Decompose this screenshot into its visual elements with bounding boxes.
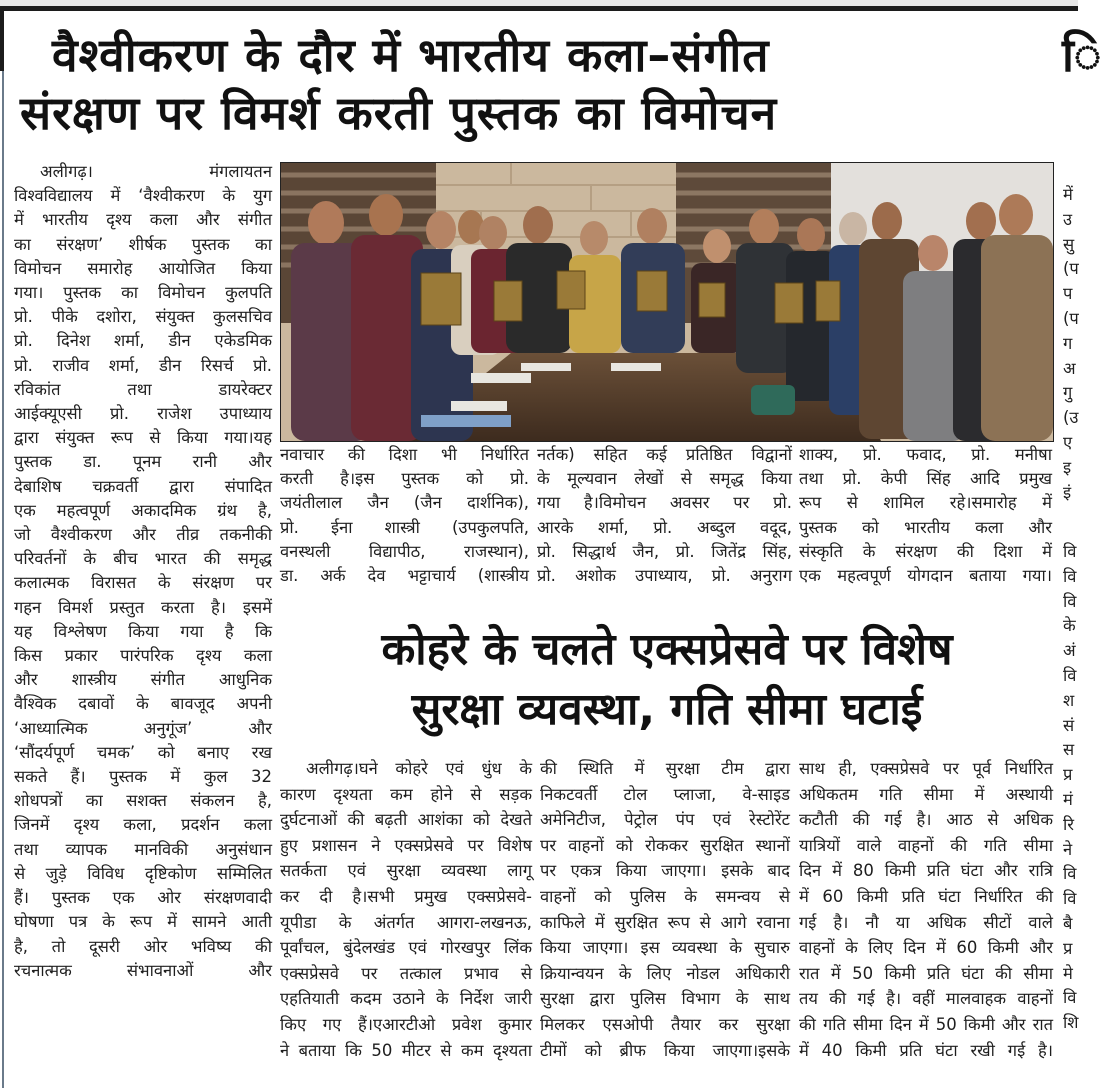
text-line: हैं। पुस्तक एक ओर संरक्षणवादी: [14, 888, 272, 908]
article1-photo: [280, 162, 1054, 442]
text-line: सुरक्षा द्वारा पुलिस विभाग के साथ: [540, 989, 790, 1009]
text-line: दिन में 80 किमी प्रति घंटा और रात्रि: [799, 861, 1053, 881]
text-line: टीमों को ब्रीफ किया जाएगा।इसके: [540, 1040, 790, 1060]
text-line: जो वैश्वीकरण और तीव्र तकनीकी: [14, 525, 272, 545]
text-line: वाहनों को पुलिस के समन्वय से: [540, 886, 790, 906]
text-line: साथ ही, एक्सप्रेसवे पर पूर्व निर्धारित: [799, 759, 1053, 778]
text-line: संस्कृति के संरक्षण की दिशा में: [799, 541, 1052, 561]
text-line: दुर्घटनाओं की बढ़ती आशंका को देखते: [280, 810, 532, 830]
article1-headline-line: वैश्वीकरण के दौर में भारतीय कला–संगीत: [52, 28, 770, 82]
text-line: (प: [1063, 259, 1079, 279]
text-line: शाक्य, प्रो. फवाद, प्रो. मनीषा: [799, 445, 1052, 464]
text-line: प्रो. सिद्धार्थ जैन, प्रो. जितेंद्र सिंह,: [537, 541, 792, 561]
text-line: परिवर्तनों के बीच भारत की समृद्ध: [14, 549, 272, 569]
text-line: एक महत्वपूर्ण योगदान बताया गया।: [799, 566, 1052, 586]
text-line: वि: [1063, 566, 1077, 586]
text-line: का संरक्षण’ शीर्षक पुस्तक का: [14, 234, 272, 254]
text-line: काफिले में सुरक्षित रूप से आगे रवाना: [540, 912, 790, 932]
text-line: प: [1063, 284, 1073, 304]
text-line: से जुड़े विविध दृष्टिकोण सम्मिलित: [14, 863, 272, 883]
article2-column-2: [540, 756, 790, 1063]
text-line: के: [1063, 616, 1076, 636]
text-line: श: [1063, 690, 1075, 710]
text-line: गई है। नौ या अधिक सीटों वाले: [799, 912, 1053, 932]
text-line: पुस्तक डा. पूनम रानी और: [14, 452, 272, 472]
article2-headline-line: कोहरे के चलते एक्सप्रेसवे पर विशेष: [381, 624, 953, 675]
text-line: एहतियाती कदम उठाने के निर्देश जारी: [280, 989, 532, 1009]
text-line: नर्तक) सहित कई प्रतिष्ठित विद्वानों: [537, 445, 792, 464]
text-line: मं: [1063, 789, 1073, 809]
text-line: रूप से शामिल रहे।समारोह में: [799, 493, 1052, 513]
adjacent-headline-fragment: ि: [1062, 28, 1101, 82]
text-line: ए: [1063, 432, 1073, 452]
text-line: कलात्मक विरासत के संरक्षण पर: [14, 573, 272, 593]
text-line: वि: [1063, 988, 1077, 1008]
text-line: अमेनिटीज, पेट्रोल पंप एवं रेस्टोरेंट: [540, 810, 790, 830]
text-line: रविकांत तथा डायरेक्टर: [14, 379, 272, 399]
text-line: गु: [1063, 383, 1073, 403]
text-line: कर दी है।सभी प्रमुख एक्सप्रेसवे-: [280, 886, 532, 906]
article1-column-4: [799, 443, 1052, 588]
text-line: इं: [1063, 482, 1072, 502]
text-line: में 60 किमी प्रति घंटा निर्धारित की: [799, 886, 1053, 906]
text-line: निकटवर्ती टोल प्लाजा, वे-साइड: [540, 784, 790, 804]
text-line: करती है।इस पुस्तक को प्रो.: [280, 469, 529, 489]
text-line: एक्सप्रेसवे पर तत्काल प्रभाव से: [280, 963, 532, 983]
text-line: सु: [1063, 234, 1075, 254]
text-line: ‘सौंदर्यपूर्ण चमक’ को बनाए रख: [14, 742, 272, 762]
text-line: (प: [1063, 308, 1079, 328]
text-line: पुस्तक को भारतीय कला और: [799, 517, 1052, 537]
text-line: प्र: [1063, 938, 1073, 958]
text-line: पूर्वांचल, बुंदेलखंड एवं गोरखपुर लिंक: [280, 938, 532, 958]
text-line: किस प्रकार पारंपरिक दृश्य कला: [14, 646, 272, 666]
text-line: घोषणा पत्र के रूप में सामने आती: [14, 912, 272, 932]
text-line: कटौती की गई है। आठ से अधिक: [799, 810, 1053, 830]
text-line: तय की गई है। वहीं मालवाहक वाहनों: [799, 989, 1053, 1009]
text-line: वाहनों के लिए दिन में 60 किमी और: [799, 938, 1053, 958]
left-rule: [0, 11, 4, 71]
text-line: क्रियान्वयन के लिए नोडल अधिकारी: [540, 963, 790, 983]
text-line: यात्रियों वाले वाहनों की गति सीमा: [799, 835, 1053, 855]
text-line: आईक्यूएसी प्रो. राजेश उपाध्याय: [14, 404, 272, 424]
text-line: सं: [1063, 715, 1075, 735]
article1-headline: [20, 26, 1040, 142]
text-line: प्रो. राजीव शर्मा, डीन रिसर्च प्रो.: [14, 355, 272, 375]
text-line: विश्वविद्यालय में ‘वैश्वीकरण के युग: [14, 186, 272, 206]
text-line: में 40 किमी प्रति घंटा रखी गई है।: [799, 1040, 1053, 1060]
text-line: यूपीडा के अंतर्गत आगरा-लखनऊ,: [280, 912, 532, 932]
text-line: प्रो. अशोक उपाध्याय, प्रो. अनुराग: [537, 566, 792, 586]
left-column-border: [2, 71, 4, 1088]
text-line: इ: [1063, 457, 1072, 477]
text-line: किया जाएगा। इस व्यवस्था के सुचारु: [540, 938, 790, 958]
text-line: देबाशिष चक्रवर्ती द्वारा संपादित: [14, 476, 272, 496]
text-line: पर वाहनों को रोककर सुरक्षित स्थानों: [540, 835, 790, 855]
text-line: ने: [1063, 839, 1073, 859]
text-line: वैश्विक दबावों के बावजूद अपनी: [14, 694, 272, 714]
text-line: वि: [1063, 591, 1077, 611]
text-line: तथा व्यापक मानविकी अनुसंधान: [14, 839, 272, 859]
article2-headline-line: सुरक्षा व्यवस्था, गति सीमा घटाई: [411, 684, 923, 735]
text-line: शोधपत्रों का सशक्त संकलन है,: [14, 791, 272, 811]
text-line: में भारतीय दृश्य कला और संगीत: [14, 210, 272, 230]
article2-column-1: [280, 756, 532, 1063]
text-line: जिनमें दृश्य कला, प्रदर्शन कला: [14, 815, 272, 835]
text-line: तथा प्रो. केपी सिंह आदि प्रमुख: [799, 469, 1052, 489]
text-line: प्रो. दिनेश शर्मा, डीन एकेडमिक: [14, 331, 272, 351]
text-line: प्रो. पीके दशोरा, संयुक्त कुलसचिव: [14, 307, 272, 327]
group-photo-book-release-icon: [281, 163, 1053, 441]
text-line: की स्थिति में सुरक्षा टीम द्वारा: [540, 759, 790, 778]
text-line: की गति सीमा दिन में 50 किमी और रात: [799, 1014, 1053, 1034]
text-line: जयंतीलाल जैन (जैन दार्शनिक),: [280, 493, 529, 513]
article1-headline-line: संरक्षण पर विमर्श करती पुस्तक का विमोचन: [20, 86, 778, 140]
text-line: ग: [1063, 333, 1073, 353]
text-line: शि: [1063, 1013, 1079, 1033]
text-line: वि: [1063, 665, 1077, 685]
text-line: नवाचार की दिशा भी निर्धारित: [280, 445, 529, 464]
text-line: है, तो दूसरी ओर भविष्य की: [14, 936, 272, 956]
text-line: कारण दृश्यता कम होने से सड़क: [280, 784, 532, 804]
text-line: रचनात्मक संभावनाओं और: [14, 960, 272, 980]
text-line: स: [1063, 740, 1075, 760]
text-line: मे: [1063, 963, 1073, 983]
text-line: अ: [1063, 358, 1076, 378]
text-line: वि: [1063, 542, 1077, 561]
text-line: गया है।विमोचन अवसर पर प्रो.: [537, 493, 792, 513]
article1-column-1: [14, 160, 272, 983]
text-line: वनस्थली विद्यापीठ, राजस्थान),: [280, 541, 529, 561]
text-line: (उ: [1063, 408, 1079, 428]
text-line: यह विश्लेषण किया गया है कि: [14, 621, 272, 641]
text-line: गहन विमर्श प्रस्तुत करता है। इसमें: [14, 597, 272, 617]
text-line: प्रो. ईना शास्त्री (उपकुलपति,: [280, 517, 529, 537]
text-line: आरके शर्मा, प्रो. अब्दुल वदूद,: [537, 517, 792, 537]
text-line: एक महत्वपूर्ण अकादमिक ग्रंथ है,: [14, 500, 272, 520]
text-line: पर एकत्र किया जाएगा। इसके बाद: [540, 861, 790, 881]
top-rule: [0, 6, 1078, 11]
text-line: बै: [1063, 913, 1073, 933]
text-line: वि: [1063, 864, 1077, 884]
text-line: विमोचन समारोह आयोजित किया: [14, 258, 272, 278]
text-line: अधिकतम गति सीमा में अस्थायी: [799, 784, 1053, 804]
text-line: अं: [1063, 641, 1076, 661]
text-line: डा. अर्क देव भट्टाचार्य (शास्त्रीय: [280, 566, 529, 586]
text-line: ‘आध्यात्मिक अनुगूंज’ और: [14, 718, 272, 738]
text-line: सकते हैं। पुस्तक में कुल 32: [14, 767, 272, 787]
article2-column-3: [799, 756, 1053, 1063]
text-line: गया। पुस्तक का विमोचन कुलपति: [14, 283, 272, 303]
text-line: किए गए हैं।एआरटीओ प्रवेश कुमार: [280, 1014, 532, 1034]
text-line: रात में 50 किमी प्रति घंटा की सीमा: [799, 963, 1053, 983]
text-line: और शास्त्रीय संगीत आधुनिक: [14, 670, 272, 690]
article1-column-3: [537, 443, 792, 588]
text-line: अलीगढ़। मंगलायतन: [40, 162, 272, 181]
text-line: अलीगढ़।घने कोहरे एवं धुंध के: [306, 759, 532, 778]
text-line: रि: [1063, 814, 1075, 834]
text-line: हुए प्रशासन ने एक्सप्रेसवे पर विशेष: [280, 835, 532, 855]
text-line: के मूल्यवान लेखों से समृद्ध किया: [537, 469, 792, 489]
adjacent-column-fragment-bottom: [1063, 540, 1078, 1036]
article2-headline: [282, 620, 1052, 740]
text-line: द्वारा संयुक्त रूप से किया गया।यह: [14, 428, 272, 448]
article1-column-2: [280, 443, 529, 588]
adjacent-column-fragment-top: [1063, 183, 1078, 505]
text-line: वि: [1063, 889, 1077, 909]
text-line: प्र: [1063, 765, 1073, 785]
text-line: में: [1063, 185, 1073, 204]
text-line: ने बताया कि 50 मीटर से कम दृश्यता: [280, 1040, 532, 1060]
text-line: सतर्कता एवं सुरक्षा व्यवस्था लागू: [280, 861, 532, 881]
text-line: मिलकर एसओपी तैयार कर सुरक्षा: [540, 1014, 790, 1034]
text-line: उ: [1063, 209, 1073, 229]
